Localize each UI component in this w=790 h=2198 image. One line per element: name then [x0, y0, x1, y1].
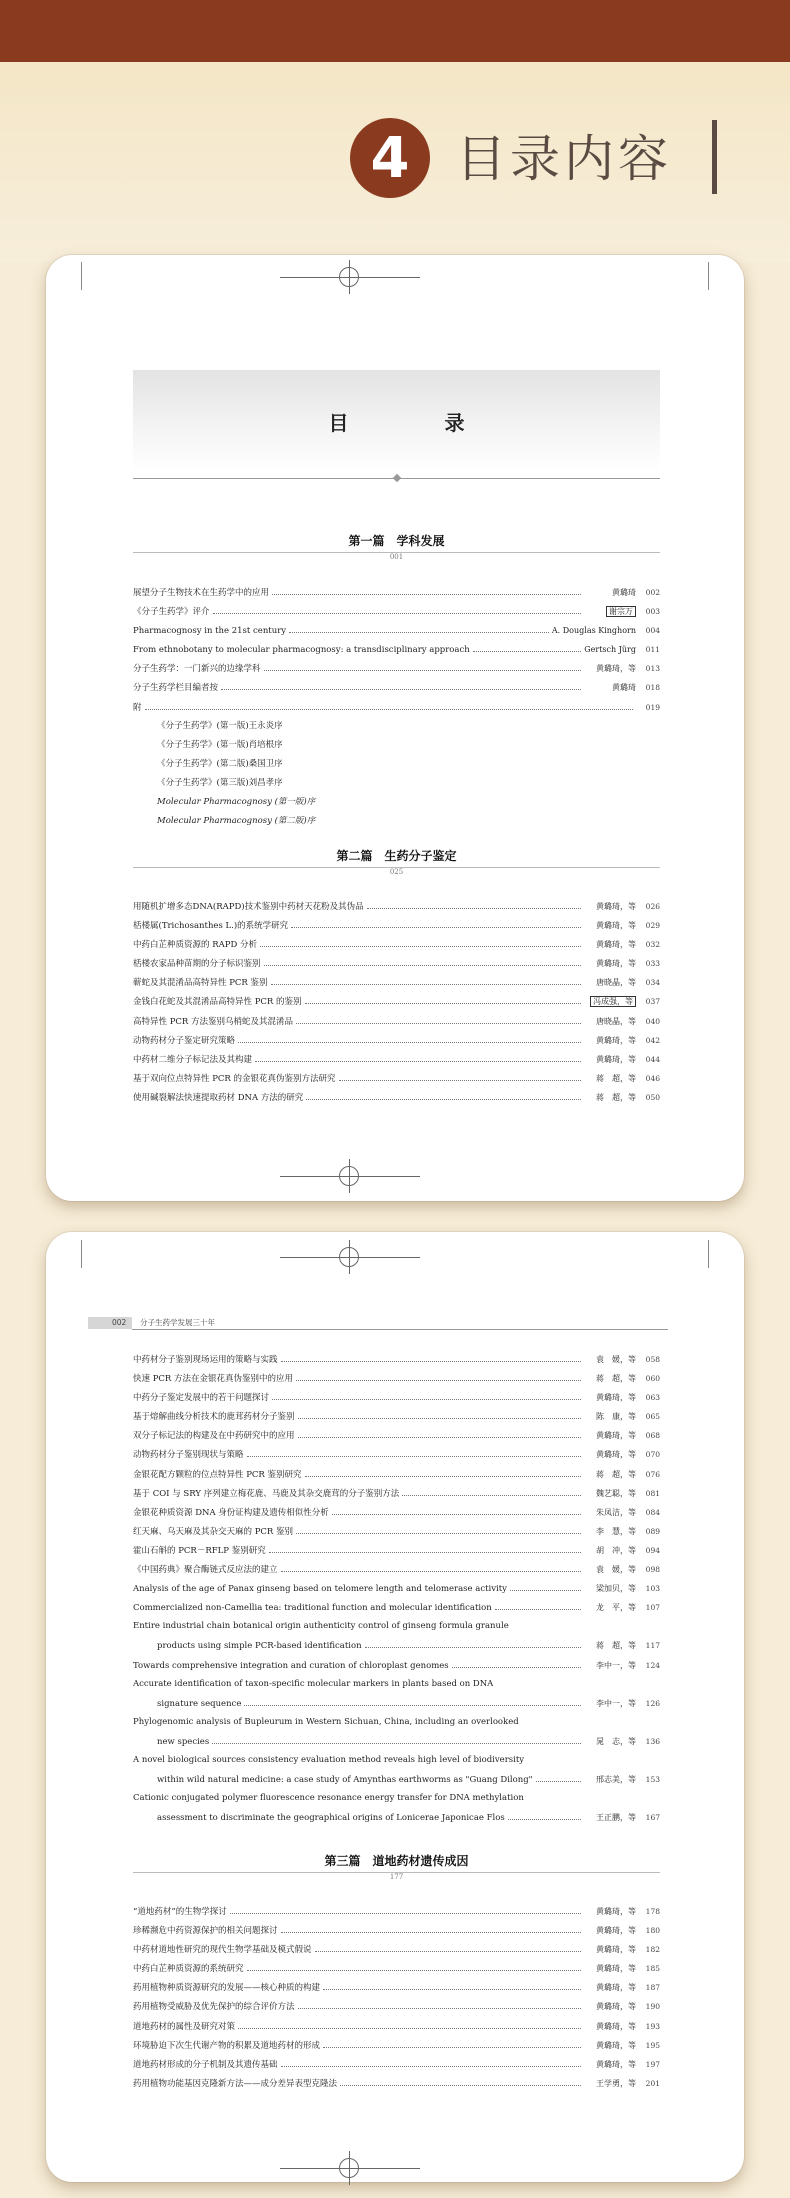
entry-page: 034 [645, 978, 660, 988]
entry-page: 058 [645, 1355, 660, 1364]
entry-title: 中药材分子鉴别现场运用的策略与实践 [133, 1355, 278, 1365]
entry-title: Accurate identification of taxon-specific molecular markers in plants based on DNA [133, 1678, 494, 1689]
entry-author: 黄璐琦，等 [596, 1393, 636, 1403]
entry-title: 《分子生药学》评介 [133, 607, 210, 618]
appendix-item[interactable]: 《分子生药学》(第三版)刘昌孝序 [157, 777, 283, 788]
entry-author: 黄璐琦，等 [596, 1431, 636, 1441]
entry-author: 蒋 超，等 [596, 1469, 636, 1479]
dot-leader [298, 1418, 581, 1419]
entry-author: 李中一，等 [596, 1698, 636, 1708]
entry-author: 胡 冲，等 [596, 1545, 636, 1555]
entry-page: 180 [645, 1926, 660, 1936]
entry-title-continued: assessment to discriminate the geographical origins of Lonicerae Japonicae Flos [157, 1813, 505, 1824]
toc-entry[interactable] [133, 1656, 660, 1675]
toc-entry[interactable] [133, 1978, 660, 1997]
entry-page: 201 [645, 2078, 660, 2088]
entry-page: 065 [645, 1412, 660, 1422]
dot-leader [323, 1989, 581, 1990]
running-header-number: 002 [88, 1317, 132, 1329]
toc-entry[interactable] [133, 2017, 660, 2036]
entry-title: 道地药材的属性及研究对策 [133, 2021, 236, 2032]
toc-entry[interactable] [133, 1350, 660, 1369]
entry-author: 黄璐琦，等 [596, 921, 636, 931]
toc-entry-appendix[interactable] [133, 698, 660, 717]
entry-author: 邢志美，等 [596, 1775, 636, 1785]
toc-title-banner [133, 370, 660, 472]
dot-leader [339, 1080, 581, 1081]
entry-author: 谢宗万 [584, 602, 636, 621]
entry-title-continued: products using simple PCR-based identification [157, 1641, 362, 1652]
entry-title: 使用碱裂解法快速提取药材 DNA 方法的研究 [133, 1092, 304, 1103]
entry-author: A. Douglas Kinghorn [551, 626, 636, 636]
entry-page: 046 [645, 1073, 660, 1083]
dot-leader [305, 1476, 581, 1477]
entry-page: 002 [645, 588, 660, 597]
dot-leader [272, 594, 581, 595]
entry-page: 103 [645, 1584, 660, 1594]
entry-title: A novel biological sources consistency evaluation method reveals high level of biodiversity [133, 1754, 525, 1765]
entry-title: 中药材道地性研究的现代生物学基础及模式假说 [133, 1945, 312, 1956]
appendix-item[interactable]: 《分子生药学》(第一版)王永炎序 [157, 720, 283, 731]
entry-author: 袁 媛，等 [596, 1355, 636, 1364]
toc-entry[interactable] [133, 1541, 660, 1560]
entry-page: 124 [645, 1660, 660, 1670]
entry-page: 040 [645, 1016, 660, 1026]
entry-author: 王学勇，等 [596, 2078, 636, 2088]
dot-leader [536, 1781, 581, 1782]
entry-page: 011 [645, 645, 660, 655]
entry-author: 黄璐琦，等 [596, 940, 636, 950]
entry-page: 076 [645, 1469, 660, 1479]
entry-title: 环境胁迫下次生代谢产物的积累及道地药材的形成 [133, 2040, 321, 2051]
toc-entry[interactable] [133, 1426, 660, 1445]
entry-page: 026 [645, 902, 660, 911]
entry-page: 182 [645, 1945, 660, 1955]
entry-author: 黄璐琦，等 [596, 902, 636, 911]
toc-entry[interactable] [133, 1921, 660, 1940]
entry-title: Analysis of the age of Panax ginseng based on telomere length and telomerase activity [133, 1584, 507, 1595]
section-title-bar [712, 120, 717, 194]
registration-mark-icon [339, 1247, 359, 1267]
entry-title: 基于双向位点特异性 PCR 的金银花真伪鉴别方法研究 [133, 1073, 336, 1084]
entry-title: 中药分子鉴定发展中的若干问题探讨 [133, 1393, 270, 1404]
toc-entry[interactable] [133, 973, 660, 992]
crop-mark [708, 262, 709, 290]
entry-title: 霍山石斛的 PCR－RFLP 鉴别研究 [133, 1545, 266, 1556]
toc-entry[interactable] [133, 1012, 660, 1031]
dot-leader [495, 1609, 581, 1610]
toc-entry[interactable] [133, 1997, 660, 2016]
entry-title: 展望分子生物技术在生药学中的应用 [133, 588, 270, 598]
toc-entry[interactable] [133, 935, 660, 954]
entry-author: 黄璐琦，等 [596, 2059, 636, 2069]
dot-leader [291, 927, 581, 928]
toc-entry[interactable] [133, 621, 660, 640]
toc-entry[interactable] [133, 1902, 660, 1921]
toc-entry[interactable] [133, 1369, 660, 1388]
appendix-item[interactable]: Molecular Pharmacognosy (第一版)序 [157, 797, 316, 808]
toc-entry[interactable] [133, 1598, 660, 1617]
entry-page: 060 [645, 1374, 660, 1384]
dot-leader [244, 1705, 581, 1706]
dot-leader [269, 1552, 581, 1553]
entry-page: 167 [645, 1813, 660, 1823]
entry-author: 黄璐琦，等 [596, 1054, 636, 1064]
entry-page: 195 [645, 2040, 660, 2050]
part-1-page: 001 [389, 553, 404, 561]
entry-title: 金银花配方颗粒的位点特异性 PCR 鉴别研究 [133, 1469, 302, 1480]
toc-entry[interactable] [133, 954, 660, 973]
toc-title: 目 录 [328, 410, 503, 435]
entry-page: 107 [645, 1603, 660, 1613]
dot-leader [247, 1456, 581, 1457]
part-2-title: 第二篇 生药分子鉴定 [336, 849, 457, 863]
entry-author: 黄璐琦，等 [596, 2002, 636, 2012]
dot-leader [264, 965, 581, 966]
entry-title: Cationic conjugated polymer fluorescence resonance energy transfer for DNA methylation [133, 1793, 524, 1804]
dot-leader [281, 1932, 581, 1933]
entry-author: 李中一，等 [596, 1660, 636, 1670]
top-banner [0, 0, 790, 62]
entry-page: 044 [645, 1054, 660, 1064]
entry-title: From ethnobotany to molecular pharmacognosy: a transdisciplinary approach [133, 645, 470, 656]
dot-leader [367, 908, 581, 909]
toc-entry[interactable] [133, 678, 660, 697]
entry-author: 黄璐琦，等 [596, 1926, 636, 1936]
toc-entry[interactable] [133, 1031, 660, 1050]
entry-author: 龙 平，等 [596, 1603, 636, 1613]
dot-leader [340, 2085, 581, 2086]
entry-page: 037 [645, 997, 660, 1007]
toc-entry[interactable] [133, 659, 660, 678]
entry-page: 136 [645, 1736, 660, 1746]
toc-entry[interactable] [133, 1713, 660, 1751]
dot-leader [298, 1437, 581, 1438]
entry-title: 珍稀濒危中药资源保护的相关问题探讨 [133, 1926, 278, 1937]
entry-author: Gertsch Jürg [584, 645, 636, 655]
toc-entry[interactable] [133, 1789, 660, 1827]
entry-page: 084 [645, 1507, 660, 1517]
entry-author: 梁加贝，等 [596, 1584, 636, 1594]
registration-mark-icon [339, 2158, 359, 2178]
section-number-badge: 4 [350, 118, 430, 198]
entry-author: 魏艺聪，等 [596, 1488, 636, 1498]
dot-leader [212, 1743, 581, 1744]
dot-leader [402, 1495, 581, 1496]
entry-page: 117 [645, 1641, 660, 1651]
dot-leader [281, 1571, 581, 1572]
entry-page: 019 [645, 702, 660, 712]
entry-page: 185 [645, 1964, 660, 1974]
part-1-entries [133, 583, 660, 831]
registration-mark-icon [339, 267, 359, 287]
dot-leader [510, 1590, 581, 1591]
entry-page: 033 [645, 959, 660, 969]
entry-title: 金银花种质资源 DNA 身份证构建及遗传相似性分析 [133, 1507, 329, 1518]
entry-page: 126 [645, 1698, 660, 1708]
entry-title: 基于熔解曲线分析技术的鹿茸药材分子鉴别 [133, 1412, 295, 1423]
entry-title: “道地药材”的生物学探讨 [133, 1907, 227, 1917]
entry-author: 袁 媛，等 [596, 1565, 636, 1575]
entry-title: 动物药材分子鉴定研究策略 [133, 1035, 236, 1046]
dot-leader [323, 2047, 581, 2048]
entry-author: 黄璐琦 [612, 588, 636, 597]
dot-leader [260, 946, 581, 947]
dot-leader [305, 1003, 581, 1004]
entry-author: 晁 志，等 [596, 1736, 636, 1746]
entry-title: 红天麻、乌天麻及其杂交天麻的 PCR 鉴别 [133, 1526, 294, 1537]
dot-leader [271, 984, 581, 985]
dot-leader [145, 709, 633, 710]
toc-entry[interactable] [133, 1675, 660, 1713]
toc-entry[interactable] [133, 1503, 660, 1522]
dot-leader [221, 689, 581, 690]
crop-mark [81, 262, 82, 290]
entry-title: 药用植物受威胁及优先保护的综合评价方法 [133, 2002, 295, 2013]
entry-author: 蒋 超，等 [596, 1374, 636, 1384]
entry-title: 金钱白花蛇及其混淆品高特异性 PCR 的鉴别 [133, 997, 302, 1008]
entry-page: 187 [645, 1983, 660, 1993]
crop-mark [81, 1240, 82, 1268]
dot-leader [213, 613, 581, 614]
entry-page: 094 [645, 1545, 660, 1555]
entry-page: 193 [645, 2021, 660, 2031]
dot-leader [272, 1399, 581, 1400]
toc-entry[interactable] [133, 1445, 660, 1464]
entry-title: 道地药材形成的分子机制及其遗传基础 [133, 2059, 278, 2070]
toc-entry[interactable] [133, 583, 660, 602]
entry-title: 栝楼农家品种苗期的分子标识鉴别 [133, 959, 261, 970]
entry-page: 050 [645, 1092, 660, 1102]
toc-entry[interactable] [133, 1388, 660, 1407]
toc-entry[interactable] [133, 897, 660, 916]
toc-entry[interactable] [133, 1940, 660, 1959]
entry-title: 中药白芷种质资源的 RAPD 分析 [133, 940, 257, 951]
dot-leader [230, 1913, 581, 1914]
entry-author: 黄璐琦，等 [596, 2040, 636, 2050]
dot-leader [306, 1099, 581, 1100]
dot-leader [296, 1380, 581, 1381]
entry-author: 朱凤洁，等 [596, 1507, 636, 1517]
entry-page: 004 [645, 626, 660, 636]
divider [132, 1329, 668, 1330]
dot-leader [264, 670, 581, 671]
entry-title: 药用植物功能基因克隆新方法——成分差异表型克隆法 [133, 2078, 338, 2089]
dot-leader [508, 1819, 581, 1820]
entry-title-continued: signature sequence [157, 1698, 242, 1709]
dot-leader [296, 1023, 581, 1024]
entry-title-continued: new species [157, 1736, 210, 1747]
registration-mark-icon [339, 1166, 359, 1186]
entry-author: 黄璐琦，等 [596, 1907, 636, 1916]
dot-leader [289, 632, 549, 633]
entry-title-continued: within wild natural medicine: a case study of Amynthas earthworms as "Guang Dilong" [157, 1775, 533, 1786]
toc-entry[interactable] [133, 1465, 660, 1484]
toc-entry[interactable] [133, 1522, 660, 1541]
entry-title: 高特异性 PCR 方法鉴别乌梢蛇及其混淆品 [133, 1016, 294, 1027]
toc-entry[interactable] [133, 2074, 660, 2093]
dot-leader [452, 1667, 581, 1668]
entry-author: 蒋 超，等 [596, 1073, 636, 1083]
entry-title: 双分子标记法的构建及在中药研究中的应用 [133, 1431, 295, 1442]
entry-title: 分子生药学：一门新兴的边缘学科 [133, 664, 261, 675]
part-1-title: 第一篇 学科发展 [348, 534, 445, 548]
entry-page: 042 [645, 1035, 660, 1045]
toc-entry[interactable] [133, 1751, 660, 1789]
crop-mark [708, 1240, 709, 1268]
toc-entry[interactable] [133, 1050, 660, 1069]
entry-author: 蒋 超，等 [596, 1092, 636, 1102]
entry-title: 中药材二维分子标记法及其构建 [133, 1054, 253, 1065]
entry-page: 089 [645, 1526, 660, 1536]
entry-author: 王正鹏，等 [596, 1813, 636, 1823]
entry-title: Pharmacognosy in the 21st century [133, 626, 287, 637]
toc-entry[interactable] [133, 1617, 660, 1655]
dot-leader [296, 1533, 581, 1534]
toc-entry[interactable] [133, 2055, 660, 2074]
toc-entry[interactable] [133, 992, 660, 1011]
appendix-item[interactable]: 《分子生药学》(第二版)桑国卫序 [157, 758, 283, 769]
dot-leader [255, 1061, 581, 1062]
entry-title: 栝楼属(Trichosanthes L.)的系统学研究 [133, 921, 289, 932]
entry-author: 黄璐琦，等 [596, 1035, 636, 1045]
part-2-page: 025 [389, 868, 404, 876]
part-3-title: 第三篇 道地药材遗传成因 [324, 1854, 469, 1868]
dot-leader [281, 1361, 581, 1362]
dot-leader [315, 1951, 581, 1952]
entry-page: 003 [645, 607, 660, 617]
running-header-title: 分子生药学发展三十年 [140, 1318, 215, 1327]
entry-page: 070 [645, 1450, 660, 1460]
entry-author: 黄璐琦，等 [596, 2021, 636, 2031]
appendix-item[interactable]: 《分子生药学》(第一版)肖培根序 [157, 739, 283, 750]
entry-page: 068 [645, 1431, 660, 1441]
entry-title: 附 [133, 702, 142, 713]
entry-title: 药用植物种质资源研究的发展——核心种质的构建 [133, 1983, 321, 1994]
entry-title: Phylogenomic analysis of Bupleurum in Western Sichuan, China, including an overlooked [133, 1716, 519, 1727]
appendix-item[interactable]: Molecular Pharmacognosy (第二版)序 [157, 816, 316, 827]
page-2-entries [133, 1350, 660, 1827]
entry-author: 冯成强，等 [584, 992, 636, 1011]
entry-page: 018 [645, 683, 660, 693]
toc-entry[interactable] [133, 640, 660, 659]
entry-page: 197 [645, 2059, 660, 2069]
section-title: 目录内容 [456, 130, 672, 188]
entry-page: 190 [645, 2002, 660, 2012]
entry-title: 蕲蛇及其混淆品高特异性 PCR 鉴别 [133, 978, 268, 989]
dot-leader [238, 1042, 581, 1043]
entry-author: 陈 康，等 [596, 1412, 636, 1422]
dot-leader [332, 1514, 581, 1515]
entry-author: 黄璐琦，等 [596, 1983, 636, 1993]
entry-title: Towards comprehensive integration and curation of chloroplast genomes [133, 1660, 449, 1671]
entry-author: 黄璐琦，等 [596, 959, 636, 969]
entry-author: 黄璐琦，等 [596, 1450, 636, 1460]
entry-author: 黄璐琦，等 [596, 1945, 636, 1955]
entry-title: 用随机扩增多态DNA(RAPD)技术鉴别中药材天花粉及其伪品 [133, 902, 364, 912]
toc-entry[interactable] [133, 1560, 660, 1579]
entry-author: 唐晓晶，等 [596, 1016, 636, 1026]
dot-leader [473, 651, 582, 652]
entry-title: Commercialized non-Camellia tea: traditional function and molecular identification [133, 1603, 492, 1614]
entry-page: 098 [645, 1565, 660, 1575]
entry-author: 李 慧，等 [596, 1526, 636, 1536]
dot-leader [238, 2028, 581, 2029]
entry-author: 黄璐琦，等 [596, 1964, 636, 1974]
entry-title: 快速 PCR 方法在金银花真伪鉴别中的应用 [133, 1374, 294, 1385]
entry-title: 《中国药典》聚合酶链式反应法的建立 [133, 1565, 278, 1576]
toc-entry[interactable] [133, 1069, 660, 1088]
entry-author: 黄璐琦 [612, 683, 636, 693]
entry-author: 黄璐琦，等 [596, 664, 636, 674]
part-3-page: 177 [389, 1873, 404, 1881]
toc-entry[interactable] [133, 916, 660, 935]
entry-page: 063 [645, 1393, 660, 1403]
entry-page: 153 [645, 1775, 660, 1785]
part-3-entries [133, 1902, 660, 2093]
entry-title: 基于 COI 与 SRY 序列建立梅花鹿、马鹿及其杂交鹿茸的分子鉴别方法 [133, 1488, 400, 1499]
toc-entry[interactable] [133, 1088, 660, 1107]
entry-page: 081 [645, 1488, 660, 1498]
running-header [88, 1317, 668, 1331]
entry-page: 032 [645, 940, 660, 950]
toc-entry[interactable] [133, 602, 660, 621]
toc-entry[interactable] [133, 1484, 660, 1503]
toc-entry[interactable] [133, 2036, 660, 2055]
entry-author: 蒋 超，等 [596, 1641, 636, 1651]
entry-page: 013 [645, 664, 660, 674]
entry-title: 分子生药学栏目编者按 [133, 683, 219, 694]
toc-entry[interactable] [133, 1407, 660, 1426]
entry-title: 动物药材分子鉴别现状与策略 [133, 1450, 244, 1461]
entry-page: 029 [645, 921, 660, 931]
dot-leader [298, 2008, 581, 2009]
entry-page: 178 [645, 1907, 660, 1916]
dot-leader [365, 1647, 581, 1648]
entry-title: Entire industrial chain botanical origin authenticity control of ginseng formula granule [133, 1621, 509, 1632]
entry-author: 唐晓晶，等 [596, 978, 636, 988]
toc-entry[interactable] [133, 1959, 660, 1978]
toc-entry[interactable] [133, 1579, 660, 1598]
entry-title: 中药白芷种质资源的系统研究 [133, 1964, 244, 1975]
dot-leader [247, 1970, 581, 1971]
part-2-entries [133, 897, 660, 1107]
dot-leader [281, 2066, 581, 2067]
